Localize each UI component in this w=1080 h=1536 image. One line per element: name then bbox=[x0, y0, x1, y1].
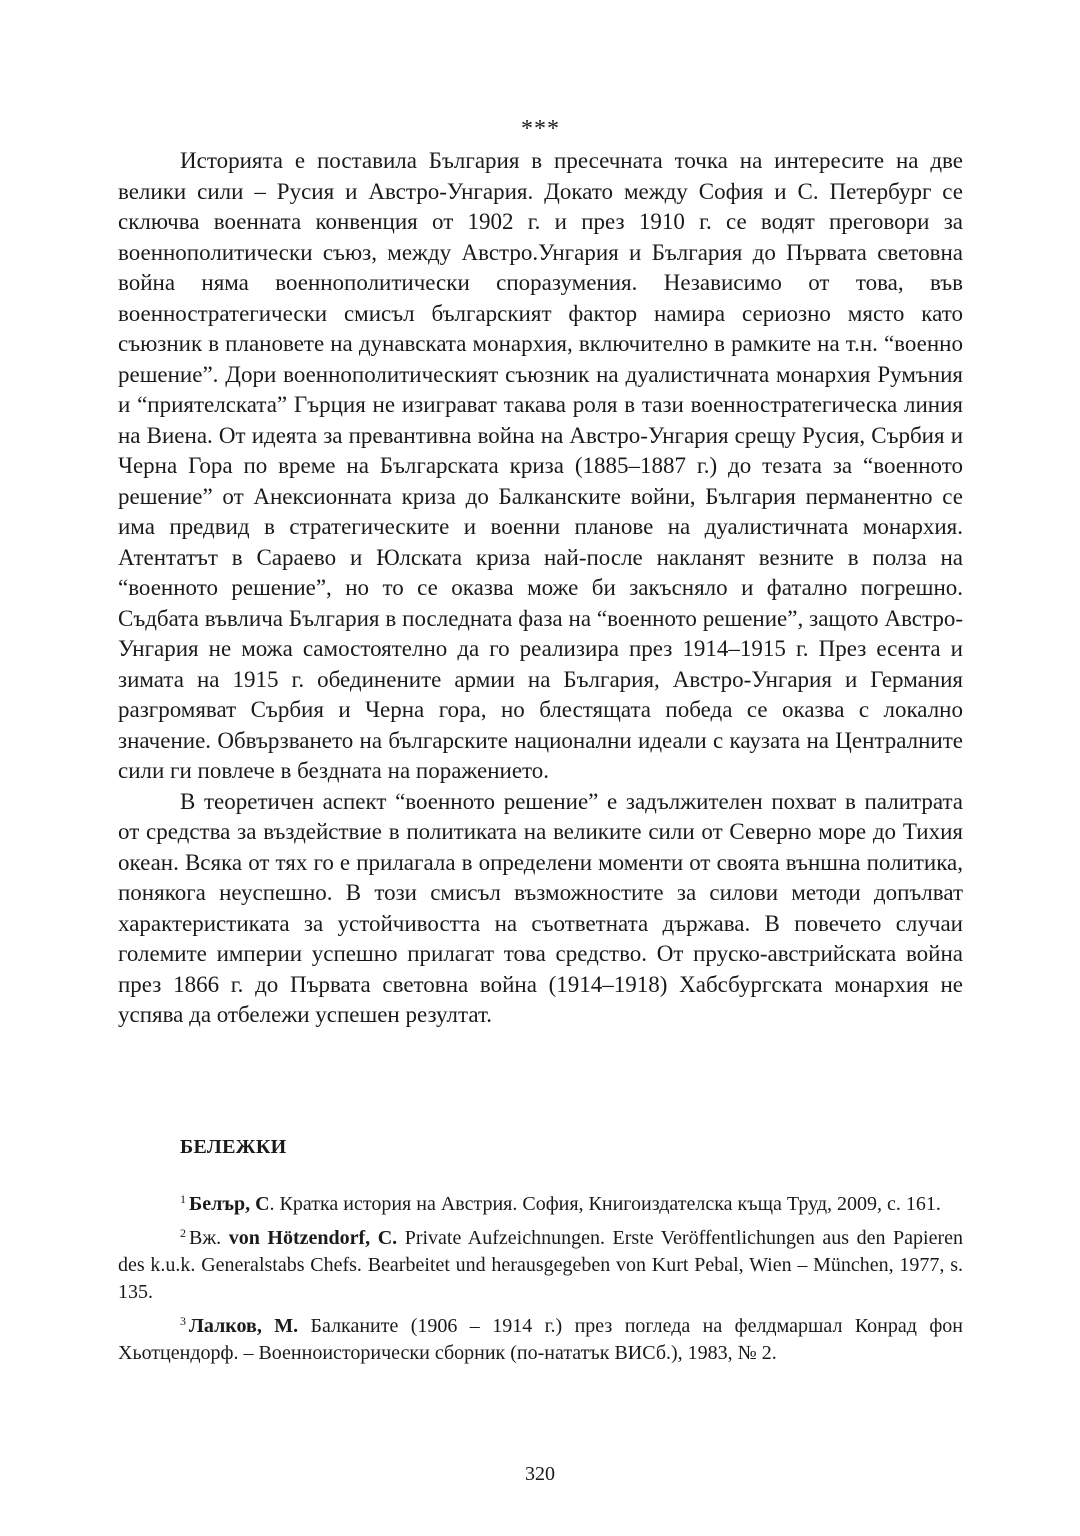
footnote bbox=[118, 1220, 963, 1306]
footnote-text: . Кратка история на Австрия. София, Книгоиздателска къща Труд, 2009, с. 161. bbox=[269, 1193, 941, 1215]
footnote-number: 3 bbox=[180, 1314, 186, 1328]
footnote-author: Лалков, М. bbox=[189, 1315, 299, 1337]
footnote-number: 1 bbox=[180, 1192, 186, 1206]
notes-heading: БЕЛЕЖКИ bbox=[180, 1136, 287, 1158]
footnote-text: Балканите (1906 – 1914 г.) през погледа на фелдмаршал Конрад фон Хьотцендорф. – Военноисторически сборник (по-нататък ВИСб.), 1983, № 2. bbox=[118, 1315, 963, 1364]
footnote-author: Белър, С bbox=[189, 1193, 270, 1215]
footnotes bbox=[118, 1186, 963, 1369]
footnote-prefix: Вж. bbox=[189, 1227, 229, 1249]
page-number: 320 bbox=[525, 1463, 555, 1485]
footnote-author: von Hötzendorf, C. bbox=[228, 1227, 398, 1249]
page-content bbox=[118, 112, 963, 1364]
footnote bbox=[118, 1308, 963, 1367]
body-text bbox=[118, 146, 963, 1031]
footnote-text: Private Aufzeichnungen. Erste Veröffentlichungen aus den Papieren des k.u.k. Generalstabs Chefs. Bearbeitet und herausgegeben von Kurt Pebal, Wien – München, 1977, s. 135. bbox=[118, 1227, 963, 1303]
footnote bbox=[118, 1186, 963, 1218]
section-separator: *** bbox=[521, 116, 560, 142]
footnote-number: 2 bbox=[180, 1226, 186, 1240]
paragraph: Историята е поставила България в пресечната точка на интересите на две велики сили – Русия и Австро-Унгария. Докато между София и С. Петербург се сключва военната конвенция от 1902 г. и през 1910 г. се водят преговори за военнополитически съюз, между Австро.Унгария и България до Първата световна война няма военнополитически споразумения. Независимо от това, във военностратегически смисъл българският фактор намира сериозно място като съюзник в плановете на дунавската монархия, включително в рамките на т.н. “военно решение”. Дори военнополитическият съюзник на дуалистичната монархия Румъния и “приятелската” Гърция не изиграват такава роля в тази военностратегическа линия на Виена. От идеята за превантивна война на Австро-Унгария срещу Русия, Сърбия и Черна Гора по време на Българската криза (1885–1887 г.) до тезата за “военното решение” от Анексионната криза до Балканските войни, България перманентно се има предвид в стратегическите и военни планове на дуалистичната монархия. Атентатът в Сараево и Юлската криза най-после накланят везните в полза на “военното решение”, но то се оказва може би закъсняло и фатално погрешно. Съдбата въвлича България в последната фаза на “военното решение”, защото Австро-Унгария не можа самостоятелно да го реализира през 1914–1915 г. През есента и зимата на 1915 г. обединените армии на България, Австро-Унгария и Германия разгромяват Сърбия и Черна гора, но блестящата победа се оказва с локално значение. Обвързването на българските национални идеали с каузата на Централните сили ги повлече в бездната на поражението. bbox=[118, 148, 963, 783]
paragraph: В теоретичен аспект “военното решение” е задължителен похват в палитрата от средства за въздействие в политиката на великите сили от Северно море до Тихия океан. Всяка от тях го е прилагала в определени моменти от своята външна политика, понякога неуспешно. В този смисъл възможностите за силови методи допълват характеристиката за устойчивостта на съответната държава. В повечето случаи големите империи успешно прилагат това средство. От пруско-австрийската война през 1866 г. до Първата световна война (1914–1918) Хабсбургската монархия не успява да отбележи успешен резултат. bbox=[118, 788, 963, 1027]
